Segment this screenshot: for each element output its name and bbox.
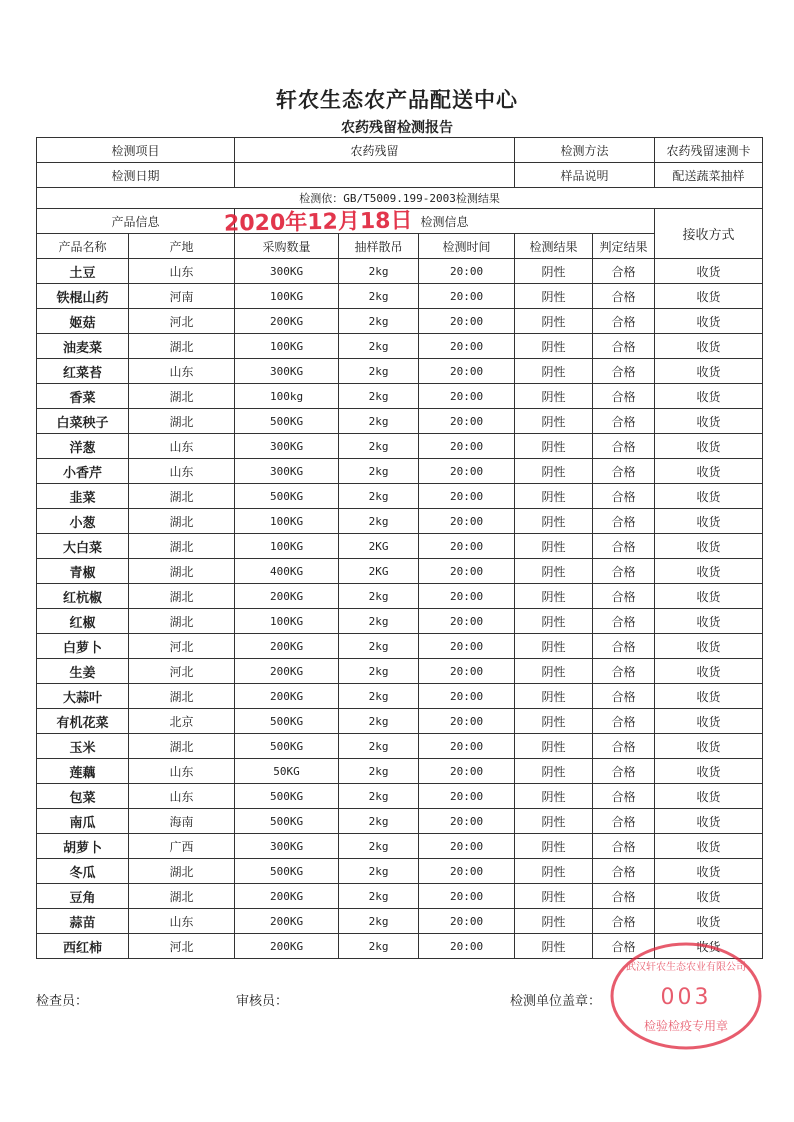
- cell-result: 阴性: [515, 384, 593, 409]
- cell-verdict: 合格: [593, 359, 655, 384]
- table-row: [37, 584, 763, 609]
- cell-verdict: 合格: [593, 784, 655, 809]
- cell-qty: 200KG: [235, 309, 339, 334]
- cell-origin: 湖北: [129, 334, 235, 359]
- table-row: [37, 834, 763, 859]
- table-row: [37, 909, 763, 934]
- column-header-row: [37, 234, 763, 259]
- item-value: 农药残留: [235, 138, 515, 163]
- cell-receive: 收货: [655, 259, 763, 284]
- cell-sample: 2kg: [339, 734, 419, 759]
- cell-result: 阴性: [515, 884, 593, 909]
- cell-qty: 300KG: [235, 259, 339, 284]
- col-sample: 抽样散吊: [339, 234, 419, 259]
- cell-sample: 2kg: [339, 909, 419, 934]
- cell-qty: 500KG: [235, 784, 339, 809]
- cell-sample: 2kg: [339, 259, 419, 284]
- cell-receive: 收货: [655, 559, 763, 584]
- cell-result: 阴性: [515, 334, 593, 359]
- table-row: [37, 684, 763, 709]
- cell-verdict: 合格: [593, 584, 655, 609]
- cell-origin: 湖北: [129, 409, 235, 434]
- cell-result: 阴性: [515, 509, 593, 534]
- cell-time: 20:00: [419, 709, 515, 734]
- cell-name: 红椒: [37, 609, 129, 634]
- cell-time: 20:00: [419, 834, 515, 859]
- cell-verdict: 合格: [593, 734, 655, 759]
- col-verdict: 判定结果: [593, 234, 655, 259]
- cell-sample: 2kg: [339, 309, 419, 334]
- cell-result: 阴性: [515, 259, 593, 284]
- cell-result: 阴性: [515, 484, 593, 509]
- cell-result: 阴性: [515, 784, 593, 809]
- product-info-header: 产品信息: [37, 209, 235, 234]
- cell-verdict: 合格: [593, 384, 655, 409]
- cell-receive: 收货: [655, 534, 763, 559]
- col-name: 产品名称: [37, 234, 129, 259]
- cell-verdict: 合格: [593, 284, 655, 309]
- cell-receive: 收货: [655, 409, 763, 434]
- cell-sample: 2KG: [339, 534, 419, 559]
- cell-time: 20:00: [419, 634, 515, 659]
- cell-receive: 收货: [655, 934, 763, 959]
- cell-result: 阴性: [515, 709, 593, 734]
- cell-origin: 山东: [129, 909, 235, 934]
- cell-qty: 50KG: [235, 759, 339, 784]
- report-title: 轩农生态农产品配送中心: [276, 87, 518, 112]
- cell-name: 大白菜: [37, 534, 129, 559]
- seal-label: 检测单位盖章：: [510, 994, 602, 1009]
- cell-verdict: 合格: [593, 309, 655, 334]
- cell-result: 阴性: [515, 734, 593, 759]
- cell-time: 20:00: [419, 359, 515, 384]
- table-row: [37, 534, 763, 559]
- cell-receive: 收货: [655, 384, 763, 409]
- cell-sample: 2kg: [339, 709, 419, 734]
- cell-origin: 河南: [129, 284, 235, 309]
- cell-name: 小葱: [37, 509, 129, 534]
- date-stamp: 2020年12月18日: [223, 208, 413, 237]
- table-row: [37, 784, 763, 809]
- cell-origin: 湖北: [129, 384, 235, 409]
- seal-bottom-text: 检验检疫专用章: [643, 1019, 729, 1033]
- cell-verdict: 合格: [593, 809, 655, 834]
- cell-qty: 500KG: [235, 709, 339, 734]
- cell-verdict: 合格: [593, 534, 655, 559]
- cell-time: 20:00: [419, 759, 515, 784]
- cell-time: 20:00: [419, 784, 515, 809]
- cell-name: 有机花菜: [37, 709, 129, 734]
- cell-time: 20:00: [419, 934, 515, 959]
- cell-origin: 北京: [129, 709, 235, 734]
- cell-time: 20:00: [419, 659, 515, 684]
- cell-verdict: 合格: [593, 759, 655, 784]
- cell-origin: 山东: [129, 459, 235, 484]
- method-label: 检测方法: [515, 138, 655, 163]
- cell-time: 20:00: [419, 509, 515, 534]
- info-row-2: [37, 163, 763, 188]
- cell-verdict: 合格: [593, 484, 655, 509]
- cell-qty: 200KG: [235, 684, 339, 709]
- date-label: 检测日期: [37, 163, 235, 188]
- cell-sample: 2kg: [339, 659, 419, 684]
- col-result: 检测结果: [515, 234, 593, 259]
- cell-name: 小香芹: [37, 459, 129, 484]
- cell-receive: 收货: [655, 434, 763, 459]
- cell-name: 冬瓜: [37, 859, 129, 884]
- cell-origin: 湖北: [129, 859, 235, 884]
- cell-result: 阴性: [515, 634, 593, 659]
- inspector-label: 检查员：: [36, 994, 89, 1009]
- table-row: [37, 484, 763, 509]
- cell-origin: 山东: [129, 784, 235, 809]
- cell-result: 阴性: [515, 584, 593, 609]
- cell-origin: 山东: [129, 259, 235, 284]
- cell-name: 铁棍山药: [37, 284, 129, 309]
- table-row: [37, 709, 763, 734]
- cell-verdict: 合格: [593, 909, 655, 934]
- cell-receive: 收货: [655, 459, 763, 484]
- table-row: [37, 384, 763, 409]
- cell-sample: 2kg: [339, 359, 419, 384]
- cell-verdict: 合格: [593, 609, 655, 634]
- cell-receive: 收货: [655, 609, 763, 634]
- table-row: [37, 884, 763, 909]
- cell-result: 阴性: [515, 284, 593, 309]
- cell-name: 洋葱: [37, 434, 129, 459]
- cell-time: 20:00: [419, 609, 515, 634]
- cell-name: 蒜苗: [37, 909, 129, 934]
- reviewer-label: 审核员：: [236, 994, 289, 1009]
- cell-sample: 2kg: [339, 509, 419, 534]
- cell-time: 20:00: [419, 684, 515, 709]
- cell-qty: 500KG: [235, 859, 339, 884]
- residue-report-table: [36, 137, 763, 959]
- cell-time: 20:00: [419, 909, 515, 934]
- cell-receive: 收货: [655, 509, 763, 534]
- cell-qty: 400KG: [235, 559, 339, 584]
- table-row: [37, 284, 763, 309]
- cell-verdict: 合格: [593, 409, 655, 434]
- cell-name: 红杭椒: [37, 584, 129, 609]
- cell-receive: 收货: [655, 284, 763, 309]
- cell-qty: 200KG: [235, 884, 339, 909]
- cell-verdict: 合格: [593, 459, 655, 484]
- cell-qty: 300KG: [235, 359, 339, 384]
- cell-receive: 收货: [655, 809, 763, 834]
- cell-origin: 湖北: [129, 584, 235, 609]
- cell-qty: 100KG: [235, 284, 339, 309]
- cell-qty: 500KG: [235, 734, 339, 759]
- table-row: [37, 734, 763, 759]
- cell-sample: 2kg: [339, 409, 419, 434]
- cell-name: 生姜: [37, 659, 129, 684]
- cell-origin: 河北: [129, 309, 235, 334]
- cell-time: 20:00: [419, 534, 515, 559]
- cell-result: 阴性: [515, 359, 593, 384]
- cell-verdict: 合格: [593, 684, 655, 709]
- cell-name: 香菜: [37, 384, 129, 409]
- cell-origin: 山东: [129, 759, 235, 784]
- cell-receive: 收货: [655, 484, 763, 509]
- cell-origin: 山东: [129, 434, 235, 459]
- cell-sample: 2kg: [339, 459, 419, 484]
- cell-sample: 2kg: [339, 834, 419, 859]
- cell-sample: 2kg: [339, 334, 419, 359]
- cell-name: 姬菇: [37, 309, 129, 334]
- table-row: [37, 809, 763, 834]
- cell-result: 阴性: [515, 909, 593, 934]
- basis-text: 检测依：GB/T5009.199-2003检测结果: [37, 188, 763, 209]
- cell-time: 20:00: [419, 384, 515, 409]
- table-row: [37, 559, 763, 584]
- cell-verdict: 合格: [593, 434, 655, 459]
- report-subtitle: 农药残留检测报告: [341, 120, 453, 136]
- cell-sample: 2kg: [339, 584, 419, 609]
- cell-qty: 100KG: [235, 609, 339, 634]
- sample-value: 配送蔬菜抽样: [655, 163, 763, 188]
- cell-name: 土豆: [37, 259, 129, 284]
- cell-sample: 2kg: [339, 884, 419, 909]
- cell-name: 大蒜叶: [37, 684, 129, 709]
- test-info-header: 检测信息: [235, 209, 655, 234]
- cell-qty: 200KG: [235, 634, 339, 659]
- cell-receive: 收货: [655, 759, 763, 784]
- cell-origin: 湖北: [129, 484, 235, 509]
- table-row: [37, 409, 763, 434]
- cell-receive: 收货: [655, 784, 763, 809]
- cell-result: 阴性: [515, 809, 593, 834]
- cell-qty: 100kg: [235, 384, 339, 409]
- cell-verdict: 合格: [593, 709, 655, 734]
- seal-number: 003: [660, 985, 712, 1010]
- cell-sample: 2kg: [339, 859, 419, 884]
- cell-qty: 500KG: [235, 484, 339, 509]
- cell-qty: 200KG: [235, 909, 339, 934]
- cell-sample: 2kg: [339, 684, 419, 709]
- cell-receive: 收货: [655, 859, 763, 884]
- cell-qty: 300KG: [235, 834, 339, 859]
- cell-name: 南瓜: [37, 809, 129, 834]
- cell-time: 20:00: [419, 334, 515, 359]
- cell-result: 阴性: [515, 534, 593, 559]
- cell-result: 阴性: [515, 834, 593, 859]
- cell-time: 20:00: [419, 459, 515, 484]
- cell-time: 20:00: [419, 309, 515, 334]
- cell-verdict: 合格: [593, 834, 655, 859]
- cell-origin: 湖北: [129, 534, 235, 559]
- official-seal-stamp: [608, 940, 764, 1052]
- cell-receive: 收货: [655, 909, 763, 934]
- cell-time: 20:00: [419, 284, 515, 309]
- cell-sample: 2KG: [339, 559, 419, 584]
- cell-origin: 湖北: [129, 559, 235, 584]
- cell-result: 阴性: [515, 859, 593, 884]
- cell-name: 油麦菜: [37, 334, 129, 359]
- cell-sample: 2kg: [339, 434, 419, 459]
- cell-receive: 收货: [655, 309, 763, 334]
- cell-time: 20:00: [419, 809, 515, 834]
- cell-qty: 300KG: [235, 434, 339, 459]
- cell-qty: 500KG: [235, 409, 339, 434]
- col-qty: 采购数量: [235, 234, 339, 259]
- date-value: [235, 163, 515, 188]
- table-row: [37, 459, 763, 484]
- cell-result: 阴性: [515, 434, 593, 459]
- sample-label: 样品说明: [515, 163, 655, 188]
- cell-qty: 100KG: [235, 509, 339, 534]
- cell-qty: 200KG: [235, 934, 339, 959]
- cell-origin: 湖北: [129, 884, 235, 909]
- info-row-1: [37, 138, 763, 163]
- cell-time: 20:00: [419, 734, 515, 759]
- cell-result: 阴性: [515, 684, 593, 709]
- cell-name: 白萝卜: [37, 634, 129, 659]
- cell-sample: 2kg: [339, 384, 419, 409]
- cell-receive: 收货: [655, 834, 763, 859]
- cell-time: 20:00: [419, 434, 515, 459]
- table-row: [37, 634, 763, 659]
- cell-origin: 河北: [129, 659, 235, 684]
- cell-qty: 200KG: [235, 659, 339, 684]
- table-row: [37, 759, 763, 784]
- cell-verdict: 合格: [593, 659, 655, 684]
- cell-verdict: 合格: [593, 334, 655, 359]
- cell-origin: 湖北: [129, 684, 235, 709]
- cell-result: 阴性: [515, 934, 593, 959]
- col-origin: 产地: [129, 234, 235, 259]
- cell-qty: 300KG: [235, 459, 339, 484]
- table-row: [37, 434, 763, 459]
- cell-result: 阴性: [515, 559, 593, 584]
- cell-origin: 河北: [129, 634, 235, 659]
- cell-time: 20:00: [419, 584, 515, 609]
- cell-receive: 收货: [655, 584, 763, 609]
- cell-sample: 2kg: [339, 284, 419, 309]
- cell-origin: 湖北: [129, 734, 235, 759]
- item-label: 检测项目: [37, 138, 235, 163]
- cell-receive: 收货: [655, 884, 763, 909]
- cell-receive: 收货: [655, 684, 763, 709]
- cell-name: 胡萝卜: [37, 834, 129, 859]
- cell-sample: 2kg: [339, 934, 419, 959]
- col-time: 检测时间: [419, 234, 515, 259]
- cell-result: 阴性: [515, 409, 593, 434]
- cell-name: 红菜苔: [37, 359, 129, 384]
- cell-time: 20:00: [419, 409, 515, 434]
- cell-origin: 山东: [129, 359, 235, 384]
- cell-receive: 收货: [655, 659, 763, 684]
- cell-verdict: 合格: [593, 859, 655, 884]
- cell-origin: 广西: [129, 834, 235, 859]
- cell-sample: 2kg: [339, 784, 419, 809]
- cell-name: 青椒: [37, 559, 129, 584]
- cell-result: 阴性: [515, 609, 593, 634]
- cell-name: 韭菜: [37, 484, 129, 509]
- table-row: [37, 509, 763, 534]
- cell-receive: 收货: [655, 709, 763, 734]
- cell-origin: 湖北: [129, 609, 235, 634]
- method-value: 农药残留速测卡: [655, 138, 763, 163]
- cell-qty: 100KG: [235, 534, 339, 559]
- cell-qty: 500KG: [235, 809, 339, 834]
- cell-sample: 2kg: [339, 484, 419, 509]
- cell-name: 豆角: [37, 884, 129, 909]
- cell-verdict: 合格: [593, 884, 655, 909]
- cell-time: 20:00: [419, 484, 515, 509]
- cell-time: 20:00: [419, 859, 515, 884]
- cell-time: 20:00: [419, 559, 515, 584]
- cell-verdict: 合格: [593, 634, 655, 659]
- cell-receive: 收货: [655, 734, 763, 759]
- cell-qty: 200KG: [235, 584, 339, 609]
- cell-sample: 2kg: [339, 609, 419, 634]
- cell-verdict: 合格: [593, 559, 655, 584]
- cell-qty: 100KG: [235, 334, 339, 359]
- cell-verdict: 合格: [593, 934, 655, 959]
- cell-receive: 收货: [655, 634, 763, 659]
- cell-name: 西红柿: [37, 934, 129, 959]
- cell-verdict: 合格: [593, 509, 655, 534]
- cell-sample: 2kg: [339, 634, 419, 659]
- cell-origin: 湖北: [129, 509, 235, 534]
- table-row: [37, 609, 763, 634]
- table-row: [37, 659, 763, 684]
- receive-header: 接收方式: [655, 209, 763, 259]
- cell-result: 阴性: [515, 759, 593, 784]
- cell-name: 包菜: [37, 784, 129, 809]
- cell-receive: 收货: [655, 359, 763, 384]
- cell-result: 阴性: [515, 459, 593, 484]
- cell-time: 20:00: [419, 884, 515, 909]
- table-row: [37, 309, 763, 334]
- cell-sample: 2kg: [339, 759, 419, 784]
- cell-name: 白菜秧子: [37, 409, 129, 434]
- cell-result: 阴性: [515, 659, 593, 684]
- cell-verdict: 合格: [593, 259, 655, 284]
- cell-sample: 2kg: [339, 809, 419, 834]
- cell-result: 阴性: [515, 309, 593, 334]
- seal-top-text: 武汉轩农生态农业有限公司: [626, 962, 746, 973]
- cell-origin: 海南: [129, 809, 235, 834]
- cell-receive: 收货: [655, 334, 763, 359]
- cell-name: 玉米: [37, 734, 129, 759]
- table-row: [37, 259, 763, 284]
- cell-name: 莲藕: [37, 759, 129, 784]
- cell-time: 20:00: [419, 259, 515, 284]
- table-row: [37, 859, 763, 884]
- table-row: [37, 359, 763, 384]
- table-row: [37, 334, 763, 359]
- cell-origin: 河北: [129, 934, 235, 959]
